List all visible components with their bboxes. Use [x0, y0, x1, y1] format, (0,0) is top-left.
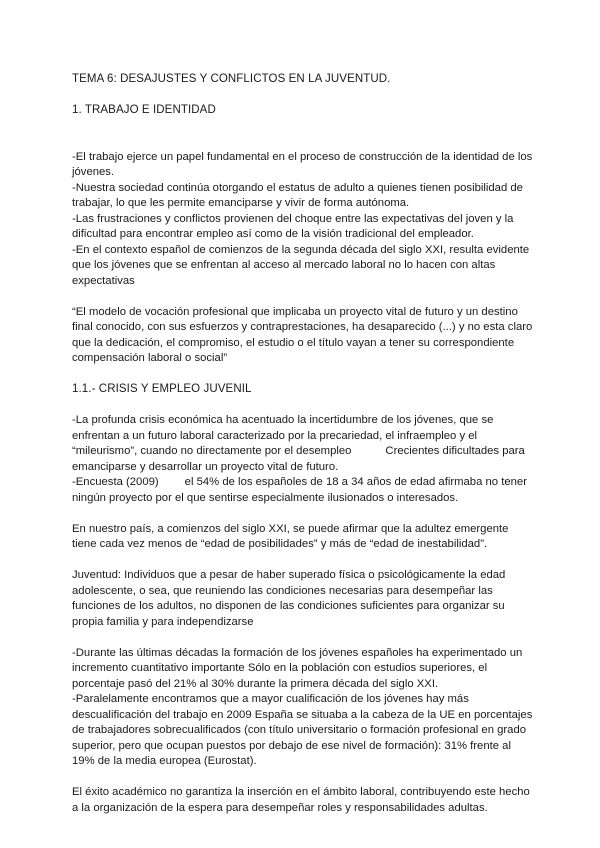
text-line: trabajar, lo que les permite emanciparse y vivir de forma autónoma.	[72, 197, 410, 209]
text-line: que la dedicación, el compromiso, el estudio o el título vayan a tener su correspondiente	[72, 336, 515, 349]
text-line: -El trabajo ejerce un papel fundamental en el proceso de construcción de la identidad de los	[72, 150, 533, 163]
text-line: superior, pero que ocupan puestos por debajo de ese nivel de formación): 31% frente al	[72, 739, 511, 752]
text-line: propia familia y para independizarse	[72, 615, 254, 628]
text-line: -Las frustraciones y conflictos provienen del choque entre las expectativas del joven y la	[72, 212, 514, 225]
text-line: descualificación del trabajo en 2009 España se situaba a la cabeza de la UE en porcentajes	[72, 708, 533, 721]
text-line: jóvenes.	[72, 166, 115, 178]
text-line: que los jóvenes que se enfrentan al acceso al mercado laboral no lo hacen con altas	[72, 259, 496, 271]
paragraph-crisis	[72, 413, 540, 506]
text-line: El éxito académico no garantiza la inserción en el ámbito laboral, contribuyendo este hecho	[72, 786, 530, 798]
text-segment: “mileurismo”, cuando no directamente por el desempleo	[72, 445, 352, 457]
text-segment: Crecientes dificultades para	[385, 445, 525, 457]
text-line: dificultad para encontrar empleo así como de la visión tradicional del empleador.	[72, 228, 474, 240]
text-line: -Durante las últimas décadas la formación de los jóvenes españoles ha experimentado un	[72, 646, 523, 659]
text-line: funciones de los adultos, no disponen de las condiciones suficientes para organizar su	[72, 600, 505, 612]
text-line: de trabajadores sobrecualificados (con título universitario o formación profesional en grado	[72, 724, 527, 736]
section-heading-trabajo: 1. TRABAJO E IDENTIDAD	[72, 104, 216, 116]
text-line: enfrentan a un futuro laboral caracterizado por la precariedad, el infraempleo y el	[72, 429, 478, 442]
text-line: final conocido, con sus esfuerzos y contraprestaciones, ha desaparecido (...) y no esta claro	[72, 321, 533, 333]
text-line: “El modelo de vocación profesional que implicaba un proyecto vital de futuro y un destino	[72, 305, 518, 318]
paragraph-formacion	[72, 646, 540, 770]
text-line: Juventud: Individuos que a pesar de haber superado física o psicológicamente la edad	[72, 569, 506, 581]
section-heading-crisis: 1.1.- CRISIS Y EMPLEO JUVENIL	[72, 383, 252, 395]
text-line	[72, 475, 540, 491]
text-line	[72, 444, 540, 460]
document-title: TEMA 6: DESAJUSTES Y CONFLICTOS EN LA JUVENTUD.	[72, 73, 391, 85]
text-line: En nuestro país, a comienzos del siglo XXI, se puede afirmar que la adultez emergente	[72, 522, 509, 535]
quote-block	[72, 305, 540, 367]
text-line: porcentaje pasó del 21% al 30% durante la primera década del siglo XXI.	[72, 677, 439, 690]
text-line: -Paralelamente encontramos que a mayor cualificación de los jóvenes hay más	[72, 693, 469, 705]
text-line: tiene cada vez menos de “edad de posibilidades” y más de “edad de inestabilidad”.	[72, 538, 488, 550]
paragraph-adultez	[72, 522, 540, 553]
text-line: 19% de la media europea (Eurostat).	[72, 755, 257, 767]
paragraph-trabajo-identidad	[72, 150, 540, 290]
text-line: -La profunda crisis económica ha acentuado la incertidumbre de los jóvenes, que se	[72, 414, 494, 426]
paragraph-juventud-definition	[72, 568, 540, 630]
text-line: compensación laboral o social”	[72, 352, 228, 364]
text-line: ningún proyecto por el que sentirse especialmente ilusionados o interesados.	[72, 491, 459, 504]
text-line: -Nuestra sociedad continúa otorgando el estatus de adulto a quienes tienen posibilidad de	[72, 181, 523, 194]
text-segment: el 54% de los españoles de 18 a 34 años de edad afirmaba no tener	[184, 476, 527, 488]
text-line: incremento cuantitativo importante Sólo en la población con estudios superiores, el	[72, 662, 488, 674]
text-segment: -Encuesta (2009)	[72, 476, 159, 488]
text-line: -En el contexto español de comienzos de la segunda década del siglo XXI, resulta evidente	[72, 243, 530, 256]
text-line: expectativas	[72, 274, 135, 287]
text-line: a la organización de la espera para desempeñar roles y responsabilidades adultas.	[72, 801, 488, 814]
text-line: adolescente, o sea, que reuniendo las condiciones necesarias para desempeñar las	[72, 584, 493, 597]
paragraph-exito-academico	[72, 785, 540, 816]
text-line: emanciparse y desarrollar un proyecto vital de futuro.	[72, 460, 339, 473]
